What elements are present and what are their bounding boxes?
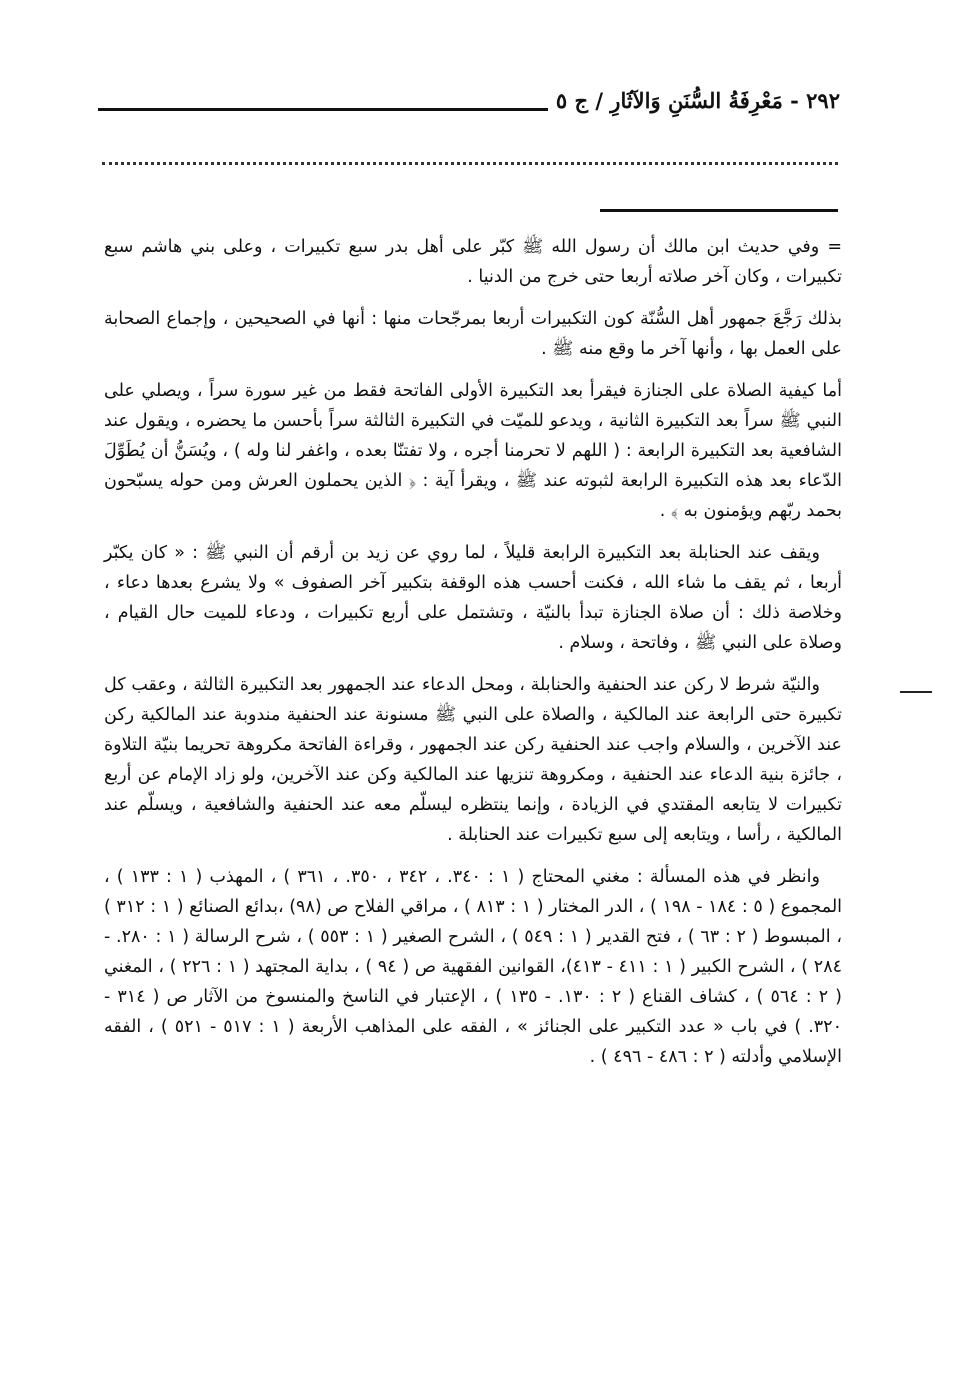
margin-mark <box>900 691 932 693</box>
header-rule <box>98 108 548 111</box>
page-header-title: ٢٩٢ - مَعْرِفَةُ السُّنَنِ وَالآثَارِ / ج ٥ <box>555 88 840 113</box>
footnote-paragraph: ويقف عند الحنابلة بعد التكبيرة الرابعة قليلاً ، لما روي عن زيد بن أرقم أن النبي ﷺ : « كان يكبّر أربعا ، ثم يقف ما شاء الله ، فكنت أحسب هذه الوقفة بتكبير آخر الصفوف » ولا يشرع بعدها دعاء ، وخلاصة ذلك : أن صلاة الجنازة تبدأ بالنيّة ، وتشتمل على أربع تكبيرات ، ودعاء للميت حال القيام ، وصلاة على النبي ﷺ ، وفاتحة ، وسلام . <box>104 543 842 653</box>
footnote-paragraph: وانظر في هذه المسألة : مغني المحتاج ( ١ : ٣٤٠. ، ٣٤٢ ، ٣٥٠. ، ٣٦١ ) ، المهذب ( ١ : ١٣٣ ) ، المجموع ( ٥ : ١٨٤ - ١٩٨ ) ، الدر المختار ( ١ : ٨١٣ ) ، مراقي الفلاح ص (٩٨) ،بدائع الصنائع ( ١ : ٣١٢ ) ، المبسوط ( ٢ : ٦٣ ) ، فتح القدير ( ١ : ٥٤٩ ) ، الشرح الصغير ( ١ : ٥٥٣ ) ، شرح الرسالة ( ١ : ٢٨٠. - ٢٨٤ ) ، الشرح الكبير ( ١ : ٤١١ - ٤١٣)، القوانين الفقهية ص ( ٩٤ ) ، بداية المجتهد ( ١ : ٢٢٦ ) ، المغني ( ٢ : ٥٦٤ ) ، كشاف القناع ( ٢ : ١٣٠. - ١٣٥ ) ، الإعتبار في الناسخ والمنسوخ من الآثار ص ( ٣١٤ - ٣٢٠. ) في باب « عدد التكبير على الجنائز » ، الفقه على المذاهب الأربعة ( ١ : ٥١٧ - ٥٢١ ) ، الفقه الإسلامي وأدلته ( ٢ : ٤٨٦ - ٤٩٦ ) . <box>104 867 843 1067</box>
footnote-paragraph: والنيّة شرط لا ركن عند الحنفية والحنابلة ، ومحل الدعاء عند الجمهور بعد التكبيرة الثالثة ، وعقب كل تكبيرة حتى الرابعة عند المالكية ، والصلاة على النبي ﷺ مسنونة عند الحنفية مندوبة عند المالكية ركن عند الآخرين ، والسلام واجب عند الحنفية ركن عند الجمهور ، وقراءة الفاتحة مكروهة تحريما بنيّة التلاوة ، جائزة بنية الدعاء عند الحنفية ، ومكروهة تنزيها عند المالكية وكن عند الآخرين، ولو زاد الإمام عن أربع تكبيرات لا يتابعه المقتدي في الزيادة ، وإنما ينتظره ليسلّم معه عند الحنفية والشافعية ، ويسلّم عند المالكية ، رأسا ، ويتابعه إلى سبع تكبيرات عند الحنابلة . <box>104 675 842 845</box>
footnote-body <box>104 232 842 1072</box>
footnote-paragraph: أما كيفية الصلاة على الجنازة فيقرأ بعد التكبيرة الأولى الفاتحة فقط من غير سورة سراً ، ويصلي على النبي ﷺ سراً بعد التكبيرة الثانية ، ويدعو للميّت في التكبيرة الثالثة سراً بأحسن ما يحضره ، ويقول عند الشافعية بعد التكبيرة الرابعة : ( اللهم لا تحرمنا أجره ، ولا تفتنّا بعده ، واغفر لنا وله ) ، ويُسَنُّ أن يُطَوِّلَ الدّعاء بعد هذه التكبيرة الرابعة لثبوته عند ﷺ ، ويقرأ آية : ﴿ الذين يحملون العرش ومن حوله يسبّحون بحمد ربّهم ويؤمنون به ﴾ . <box>104 381 842 521</box>
footnote-paragraph: بذلك رَجَّعَ جمهور أهل السُّنّة كون التكبيرات أربعا بمرجّحات منها : أنها في الصحيحين ، وإجماع الصحابة على العمل بها ، وأنها آخر ما وقع منه ﷺ . <box>104 309 842 359</box>
page-header <box>98 78 840 114</box>
footnote-rule <box>600 209 838 212</box>
footnote-paragraph: = وفي حديث ابن مالك أن رسول الله ﷺ كبّر على أهل بدر سبع تكبيرات ، وعلى بني هاشم سبع تكبيرات ، وكان آخر صلاته أربعا حتى خرج من الدنيا . <box>104 237 842 287</box>
dotted-separator <box>102 162 838 165</box>
